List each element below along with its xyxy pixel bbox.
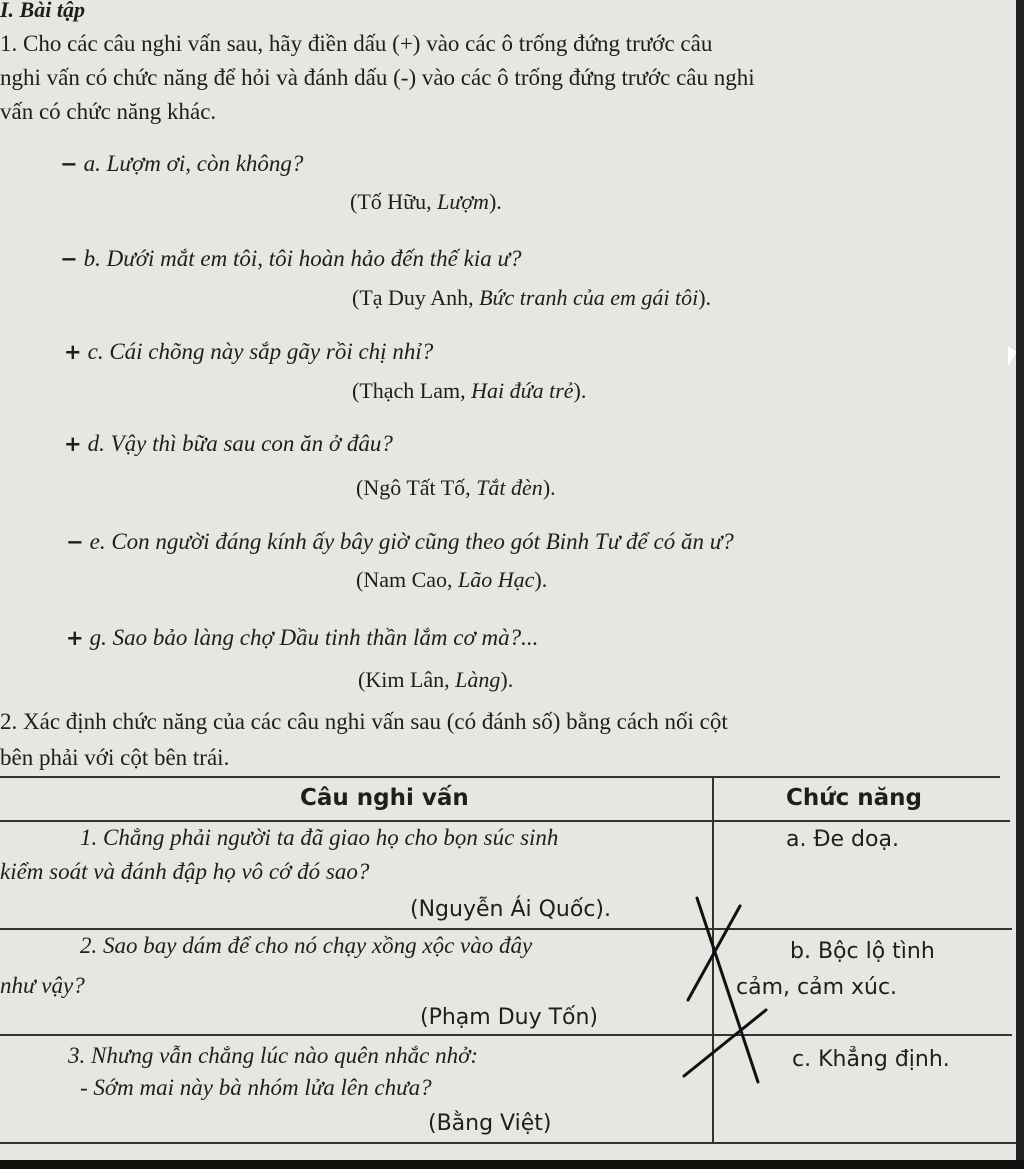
- q2-line2: bên phải với cột bên trái.: [0, 745, 230, 770]
- table-row2-line1: 2. Sao bay dám để cho nó chạy xồng xộc vào đây: [80, 933, 533, 958]
- question-text: e. Con người đáng kính ấy bây giờ cũng theo gót Binh Tư để có ăn ư?: [89, 529, 734, 554]
- question-text: g. Sao bảo làng chợ Dầu tinh thần lắm cơ mà?...: [89, 625, 539, 650]
- table-header-function: Chức năng: [786, 785, 923, 811]
- q1-item-a-source: (Tố Hữu, Lượm).: [350, 189, 502, 214]
- table-row1-source: (Nguyễn Ái Quốc).: [410, 897, 611, 922]
- answer-mark: −: [66, 530, 84, 554]
- q1-line3: vấn có chức năng khác.: [0, 99, 217, 124]
- q1-item-d-source: (Ngô Tất Tố, Tắt đèn).: [356, 475, 556, 500]
- answer-mark: −: [60, 152, 78, 176]
- q1-line2: nghi vấn có chức năng để hỏi và đánh dấu (-) vào các ô trống đứng trước câu nghi: [0, 65, 755, 90]
- q1-item-e-source: (Nam Cao, Lão Hạc).: [356, 567, 548, 592]
- q1-item-b-source: (Tạ Duy Anh, Bức tranh của em gái tôi).: [352, 285, 712, 310]
- question-text: a. Lượm ơi, còn không?: [83, 151, 304, 176]
- q2-line1: 2. Xác định chức năng của các câu nghi vấn sau (có đánh số) bằng cách nối cột: [0, 709, 728, 734]
- question-text: d. Vậy thì bữa sau con ăn ở đâu?: [87, 431, 393, 456]
- section-title: I. Bài tập: [0, 0, 85, 22]
- match-stroke-2: [688, 906, 740, 1000]
- question-text: c. Cái chõng này sắp gãy rồi chị nhỉ?: [87, 339, 434, 364]
- table-row2-function-line2: cảm, cảm xúc.: [736, 975, 898, 1000]
- table-row1-line1: 1. Chẳng phải người ta đã giao họ cho bọn súc sinh: [80, 825, 559, 850]
- answer-mark: +: [64, 340, 82, 364]
- answer-mark: +: [66, 626, 84, 650]
- bottom-edge-strip: [0, 1160, 1024, 1169]
- q1-item-c-source: (Thạch Lam, Hai đứa trẻ).: [352, 378, 587, 403]
- table-row2-line2: như vậy?: [0, 973, 85, 998]
- q1-line1: 1. Cho các câu nghi vấn sau, hãy điền dấu (+) vào các ô trống đứng trước câu: [0, 31, 713, 56]
- table-row3-line2: - Sớm mai này bà nhóm lửa lên chưa?: [80, 1075, 432, 1100]
- table-row3-function: c. Khẳng định.: [792, 1047, 950, 1072]
- answer-mark: −: [60, 247, 78, 271]
- q1-item-g-source: (Kim Lân, Làng).: [358, 667, 514, 692]
- table-row1-function: a. Đe doạ.: [786, 827, 899, 852]
- table-row2-function-line1: b. Bộc lộ tình: [790, 939, 935, 964]
- table-row3-line1: 3. Nhưng vẫn chẳng lúc nào quên nhắc nhở:: [68, 1043, 479, 1068]
- table-row2-source: (Phạm Duy Tốn): [420, 1005, 599, 1030]
- table-row1-line2: kiểm soát và đánh đập họ vô cớ đó sao?: [0, 859, 370, 884]
- table-row3-source: (Bằng Việt): [428, 1111, 552, 1136]
- right-edge-strip: [1016, 0, 1024, 1169]
- answer-mark: +: [64, 432, 82, 456]
- question-text: b. Dưới mắt em tôi, tôi hoàn hảo đến thế kia ư?: [83, 246, 522, 271]
- table-header-question: Câu nghi vấn: [300, 785, 469, 811]
